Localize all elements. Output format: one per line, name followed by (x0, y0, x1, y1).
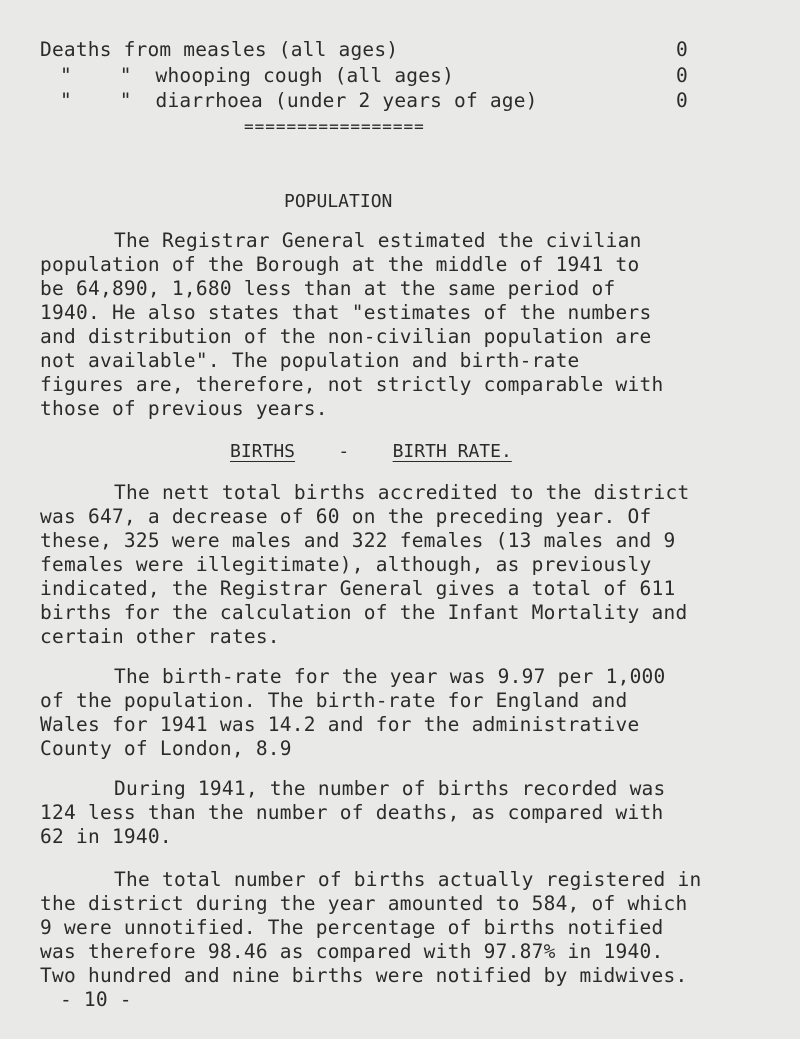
births-p1-line-2: was 647, a decrease of 60 on the preceding year. Of (40, 505, 652, 528)
births-p4-line-5: Two hundred and nine births were notified by midwives. (40, 964, 688, 987)
births-p3-line-3: 62 in 1940. (40, 825, 172, 848)
births-paragraph-1 (40, 481, 690, 649)
population-line-2: population of the Borough at the middle of 1941 to (40, 253, 640, 276)
deaths-row-measles-value: 0 (676, 38, 688, 61)
births-p3-line-1: During 1941, the number of births recorded was (114, 777, 666, 800)
population-line-5: and distribution of the non-civilian population are (40, 325, 652, 348)
deaths-row-whooping-value: 0 (676, 64, 688, 87)
population-line-8: those of previous years. (40, 397, 328, 420)
section-divider: ================= (244, 117, 425, 136)
deaths-row-diarrhoea-value: 0 (676, 89, 688, 112)
births-p2-line-4: County of London, 8.9 (40, 737, 292, 760)
page-number: - 10 - (60, 988, 132, 1011)
births-heading-left: BIRTHS (230, 441, 296, 462)
births-p1-line-4: females were illegitimate), although, as previously (40, 553, 652, 576)
deaths-row-diarrhoea-label: " " diarrhoea (under 2 years of age) (60, 89, 538, 112)
births-p1-line-6: births for the calculation of the Infant Mortality and (40, 601, 688, 624)
births-p1-line-5: indicated, the Registrar General gives a total of 611 (40, 577, 676, 600)
births-p1-line-3: these, 325 were males and 322 females (13 males and 9 (40, 529, 676, 552)
births-p2-line-1: The birth-rate for the year was 9.97 per 1,000 (114, 665, 666, 688)
births-p1-line-7: certain other rates. (40, 625, 280, 648)
births-p2-line-2: of the population. The birth-rate for England and (40, 689, 628, 712)
births-heading-right: BIRTH RATE. (392, 441, 512, 462)
births-p4-line-1: The total number of births actually registered in (114, 868, 702, 891)
population-heading: POPULATION (284, 191, 393, 212)
population-line-1: The Registrar General estimated the civilian (114, 229, 642, 252)
births-paragraph-3 (40, 777, 666, 849)
births-p4-line-3: 9 were unnotified. The percentage of births notified (40, 916, 664, 939)
population-line-3: be 64,890, 1,680 less than at the same period of (40, 277, 616, 300)
births-heading (230, 441, 512, 462)
population-line-4: 1940. He also states that "estimates of the numbers (40, 301, 652, 324)
births-p3-line-2: 124 less than the number of deaths, as compared with (40, 801, 664, 824)
births-p4-line-4: was therefore 98.46 as compared with 97.87% in 1940. (40, 940, 664, 963)
births-heading-separator: - (338, 441, 350, 462)
population-line-7: figures are, therefore, not strictly comparable with (40, 373, 664, 396)
population-paragraph (40, 229, 663, 421)
deaths-row-whooping-label: " " whooping cough (all ages) (60, 64, 455, 87)
births-p2-line-3: Wales for 1941 was 14.2 and for the administrative (40, 713, 640, 736)
births-paragraph-4 (40, 868, 702, 988)
births-p4-line-2: the district during the year amounted to 584, of which (40, 892, 688, 915)
deaths-row-measles-label: Deaths from measles (all ages) (40, 38, 399, 61)
births-paragraph-2 (40, 665, 666, 761)
population-line-6: not available". The population and birth-rate (40, 349, 580, 372)
births-p1-line-1: The nett total births accredited to the district (114, 481, 690, 504)
